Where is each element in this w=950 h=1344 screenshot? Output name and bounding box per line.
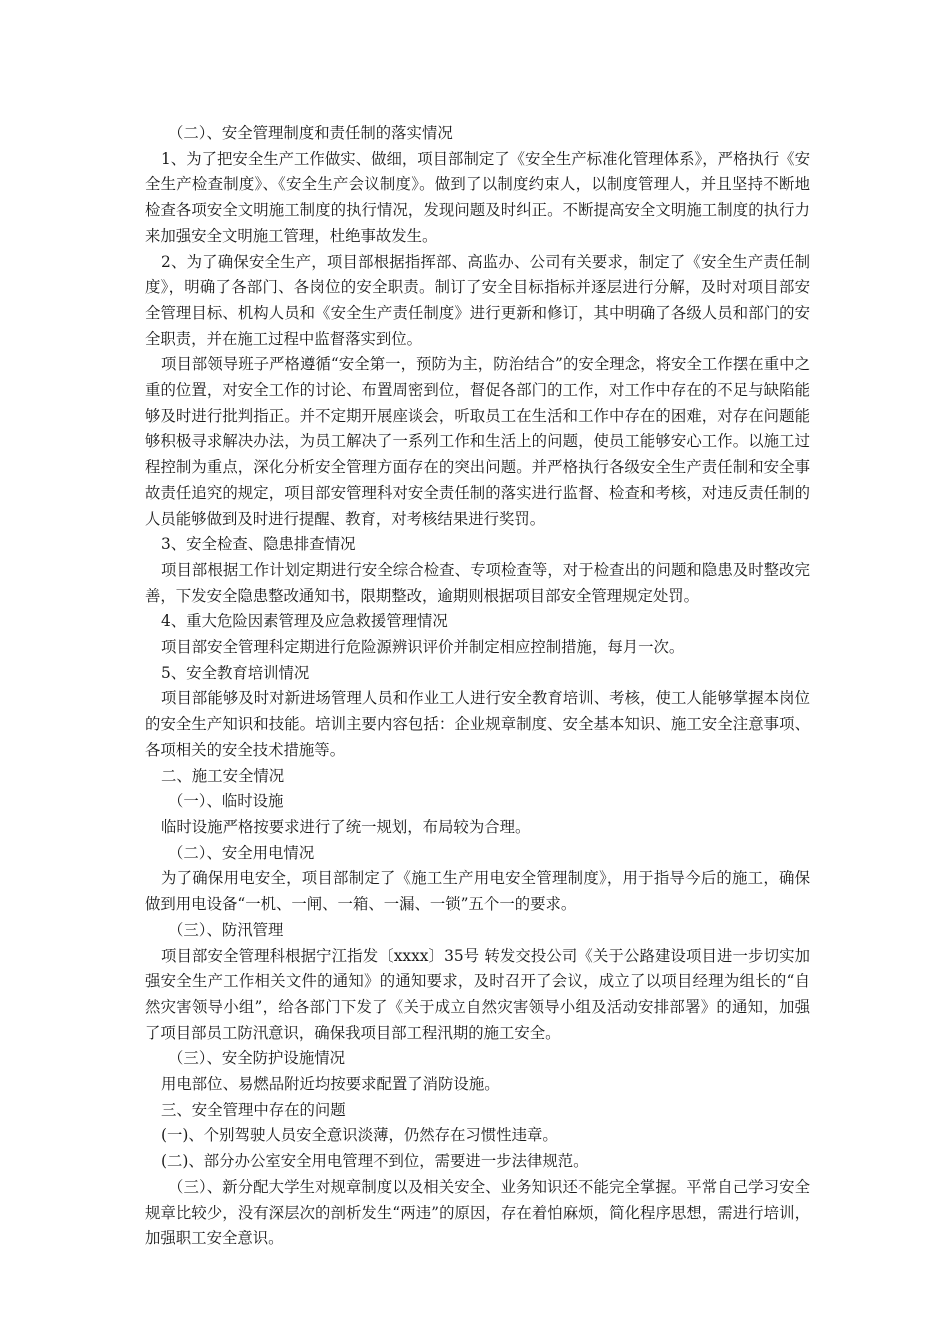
section-heading: 三、安全管理中存在的问题 <box>161 1100 346 1119</box>
paragraph: 项目部安全管理科定期进行危险源辨识评价并制定相应控制措施，每月一次。 <box>161 638 685 657</box>
paragraph: 为了确保用电安全，项目部制定了《施工生产用电安全管理制度》，用于指导今后的施工，确保做到用电设备“一机、一闸、一箱、一漏、一锁”五个一的要求。 <box>145 869 810 914</box>
document-body <box>145 121 810 1252</box>
paragraph: 用电部位、易燃品附近均按要求配置了消防设施。 <box>161 1075 500 1094</box>
paragraph: 项目部能够及时对新进场管理人员和作业工人进行安全教育培训、考核，使工人能够掌握本岗位的安全生产知识和技能。培训主要内容包括：企业规章制度、安全基本知识、施工安全注意事项、各项相关的安全技术措施等。 <box>145 689 810 759</box>
section-heading: 3、安全检查、隐患排查情况 <box>161 535 356 554</box>
paragraph: 2、为了确保安全生产，项目部根据指挥部、高监办、公司有关要求，制定了《安全生产责任制度》，明确了各部门、各岗位的安全职责。制订了安全目标指标并逐层进行分解，及时对项目部安全管理目标、机构人员和《安全生产责任制度》进行更新和修订，其中明确了各级人员和部门的安全职责，并在施工过程中监督落实到位。 <box>145 252 810 348</box>
section-heading: 二、施工安全情况 <box>161 766 285 785</box>
paragraph: 临时设施严格按要求进行了统一规划，布局较为合理。 <box>161 817 531 836</box>
section-heading: 5、安全教育培训情况 <box>161 663 310 682</box>
subsection-heading: （一）、临时设施 <box>168 792 284 811</box>
section-heading: （二）、安全管理制度和责任制的落实情况 <box>168 124 453 142</box>
list-item: (二)、部分办公室安全用电管理不到位，需要进一步法律规范。 <box>161 1152 589 1171</box>
subsection-heading: （三）、防汛管理 <box>168 920 284 939</box>
subsection-heading: （二）、安全用电情况 <box>168 843 315 862</box>
paragraph: 项目部领导班子严格遵循“安全第一，预防为主，防治结合”的安全理念，将安全工作摆在重中之重的位置，对安全工作的讨论、布置周密到位，督促各部门的工作，对工作中存在的不足与缺陷能够及时进行批判指正。并不定期开展座谈会，听取员工在生活和工作中存在的困难，对存在问题能够积极寻求解决办法，为员工解决了一系列工作和生活上的问题，使员工能够安心工作。以施工过程控制为重点，深化分析安全管理方面存在的突出问题。并严格执行各级安全生产责任制和安全事故责任追究的规定，项目部安管理科对安全责任制的落实进行监督、检查和考核，对违反责任制的人员能够做到及时进行提醒、教育，对考核结果进行奖罚。 <box>145 355 810 528</box>
list-item: (一)、个别驾驶人员安全意识淡薄，仍然存在习惯性违章。 <box>161 1126 558 1145</box>
paragraph: 项目部安全管理科根据宁江指发〔xxxx〕35号 转发交投公司《关于公路建设项目进一步切实加强安全生产工作相关文件的通知》的通知要求，及时召开了会议，成立了以项目经理为组长的“自然灾害领导小组”，给各部门下发了《关于成立自然灾害领导小组及活动安排部署》的通知，加强了项目部员工防汛意识，确保我项目部工程汛期的施工安全。 <box>145 946 810 1042</box>
subsection-heading: （三）、安全防护设施情况 <box>168 1049 345 1068</box>
paragraph: 项目部根据工作计划定期进行安全综合检查、专项检查等，对于检查出的问题和隐患及时整改完善，下发安全隐患整改通知书，限期整改，逾期则根据项目部安全管理规定处罚。 <box>145 560 810 605</box>
list-item: （三）、新分配大学生对规章制度以及相关安全、业务知识还不能完全掌握。平常自己学习安全规章比较少，没有深层次的剖析发生“两违”的原因，存在着怕麻烦，简化程序思想，需进行培训，加强职工安全意识。 <box>145 1177 810 1248</box>
section-heading: 4、重大危险因素管理及应急救援管理情况 <box>161 612 448 631</box>
paragraph: 1、为了把安全生产工作做实、做细，项目部制定了《安全生产标准化管理体系》，严格执行《安全生产检查制度》、《安全生产会议制度》。做到了以制度约束人，以制度管理人，并且坚持不断地检查各项安全文明施工制度的执行情况，发现问题及时纠正。不断提高安全文明施工制度的执行力来加强安全文明施工管理，杜绝事故发生。 <box>145 149 810 245</box>
